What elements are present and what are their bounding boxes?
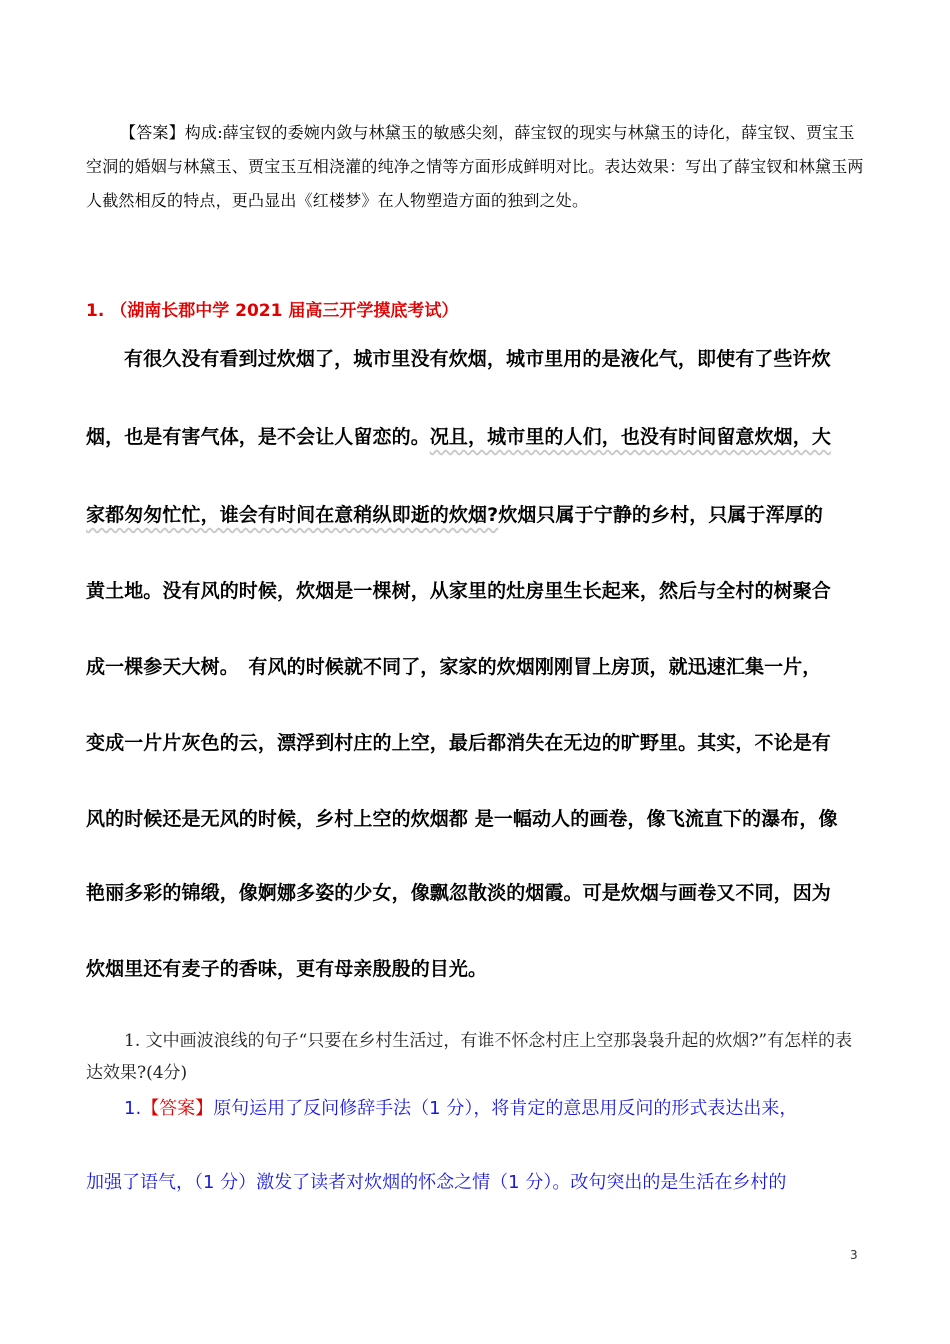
question-source-title: 1. （湖南长郡中学 2021 届高三开学摸底考试） <box>86 301 459 321</box>
answer-line-2: 加强了语气，（1 分）激发了读者对炊烟的怀念之情（1 分）。改句突出的是生活在乡村的 <box>86 1172 787 1193</box>
passage-line-9: 炊烟里还有麦子的香味，更有母亲殷殷的目光。 <box>86 958 488 980</box>
answer-tag: 【答案】 <box>141 1098 214 1119</box>
previous-answer-paragraph: 【答案】构成:薛宝钗的委婉内敛与林黛玉的敏感尖刻，薛宝钗的现实与林黛玉的诗化，薛宝钗、贾宝玉空洞的婚姻与林黛玉、贾宝玉互相浇灌的纯净之情等方面形成鲜明对比。表达效果：写出了薛宝钗和林黛玉两人截然相反的特点，更凸显出《红楼梦》在人物塑造方面的独到之处。 <box>86 123 864 210</box>
passage-line-6: 变成一片片灰色的云，漂浮到村庄的上空，最后都消失在无边的旷野里。其实，不论是有 <box>86 732 831 754</box>
sub-question: 1. 文中画波浪线的句子“只要在乡村生活过，有谁不怀念村庄上空那袅袅升起的炊烟?”有怎样的表达效果?(4分) <box>86 1031 853 1083</box>
answer-number: 1. <box>124 1098 142 1119</box>
wavy-underlined-sentence-part-1: 况且，城市里的人们，也没有时间留意炊烟，大 <box>429 426 831 448</box>
passage-line-2-text: 烟，也是有害气体，是不会让人留恋的。 <box>86 426 430 448</box>
answer-line-1 <box>124 1094 866 1120</box>
passage-line-2 <box>86 422 866 449</box>
page-number: 3 <box>850 1248 858 1262</box>
passage-line-1: 有很久没有看到过炊烟了，城市里没有炊烟，城市里用的是液化气，即使有了些许炊 <box>124 348 831 370</box>
passage-line-3 <box>86 500 866 527</box>
passage-line-4: 黄土地。没有风的时候，炊烟是一棵树，从家里的灶房里生长起来，然后与全村的树聚合 <box>86 580 831 602</box>
passage-line-5: 成一棵参天大树。 有风的时候就不同了，家家的炊烟刚刚冒上房顶，就迅速汇集一片， <box>86 656 822 678</box>
wavy-underlined-sentence-part-2: 家都匆匆忙忙，谁会有时间在意稍纵即逝的炊烟? <box>86 504 499 526</box>
passage-line-8: 艳丽多彩的锦缎，像婀娜多姿的少女，像飘忽散淡的烟霞。可是炊烟与画卷又不同，因为 <box>86 882 831 904</box>
answer-text-1: 原句运用了反问修辞手法（1 分），将肯定的意思用反问的形式表达出来， <box>213 1098 798 1119</box>
passage-line-3-text: 炊烟只属于宁静的乡村，只属于浑厚的 <box>498 504 823 526</box>
passage-line-7: 风的时候还是无风的时候，乡村上空的炊烟都 是一幅动人的画卷，像飞流直下的瀑布，像 <box>86 808 838 830</box>
